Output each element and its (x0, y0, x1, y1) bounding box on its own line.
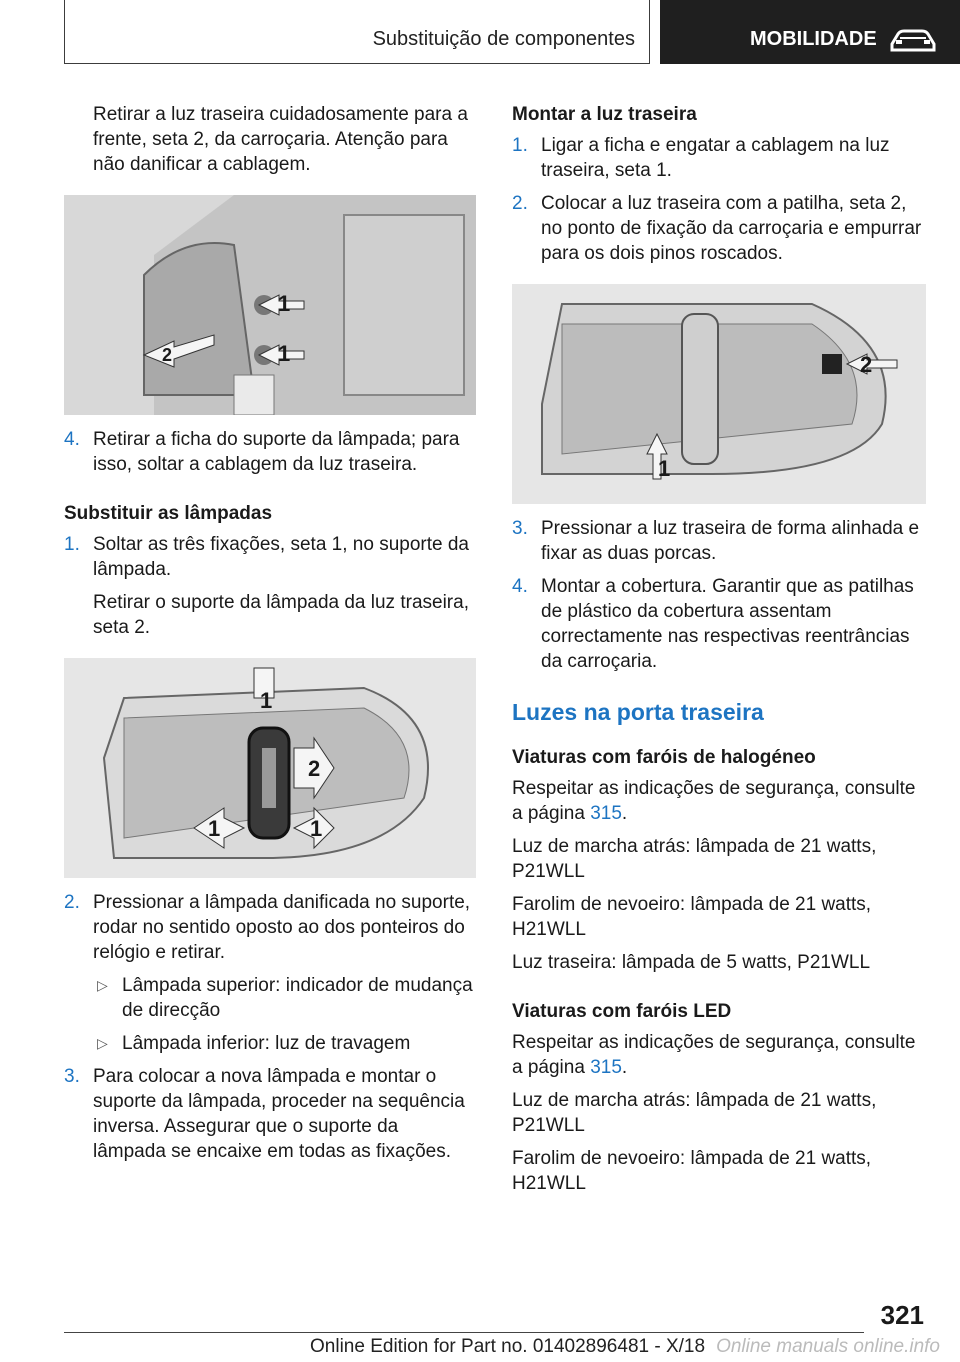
figure-tail-light-removal-drawing (64, 195, 476, 415)
fig1-arrow-label: 2 (162, 345, 173, 365)
footer-divider (64, 1332, 864, 1333)
page-link[interactable]: 315 (590, 1057, 622, 1078)
step-3 (64, 1064, 476, 1164)
fig2-arrow-label: 1 (208, 816, 221, 841)
figure-mount-tail-light (512, 284, 926, 504)
bullet-text: Lâmpada inferior: luz de travagem (122, 1033, 411, 1054)
step-number: 3. (64, 1066, 80, 1087)
safety-reference (512, 776, 926, 826)
subheading-halogen: Viaturas com faróis de halogéneo (512, 747, 816, 768)
safety-reference (512, 1030, 926, 1080)
figure-mount-tail-light-drawing (512, 284, 926, 504)
reference-end: . (621, 1057, 628, 1078)
step-text: Retirar a ficha do suporte da lâmpada; para isso, soltar a cablagem da luz traseira. (93, 429, 460, 475)
step-number: 4. (512, 576, 528, 597)
reference-end: . (621, 803, 628, 824)
header-chapter-title: MOBILIDADE (750, 28, 877, 50)
triangle-bullet-icon: ▷ (97, 977, 108, 993)
fig1-arrow-label: 1 (278, 341, 291, 366)
bulb-spec: Luz de marcha atrás: lâmpada de 21 watts, P21WLL (512, 836, 877, 882)
bulb-spec: Luz traseira: lâmpada de 5 watts, P21WLL (512, 952, 871, 973)
step-number: 2. (512, 193, 528, 214)
page-number: 321 (880, 1300, 924, 1330)
right-column (512, 102, 926, 1196)
fig3-arrow-label: 1 (658, 456, 671, 481)
header-section-box (64, 0, 650, 64)
step-4 (512, 574, 926, 674)
section-title-tailgate-lights: Luzes na porta traseira (512, 699, 764, 725)
step-text: Pressionar a luz traseira de forma alinhada e fixar as duas porcas. (541, 518, 920, 564)
header-section-title: Substituição de componentes (372, 28, 635, 50)
step-number: 1. (512, 135, 528, 156)
fig2-arrow-label: 1 (260, 688, 273, 713)
step-4 (64, 427, 476, 477)
reference-text: Respeitar as indicações de segurança, consulte a página (512, 1032, 916, 1078)
footer-edition: Online Edition for Part no. 01402896481 - X/18 (310, 1336, 706, 1357)
step-text: Soltar as três fixações, seta 1, no suporte da lâmpada. (93, 534, 469, 580)
fig3-arrow-label: 2 (860, 352, 873, 377)
step-text: Pressionar a lâmpada danificada no suporte, rodar no sentido oposto ao dos ponteiros do relógio e retirar. (93, 892, 471, 963)
step-text: Ligar a ficha e engatar a cablagem na luz traseira, seta 1. (541, 135, 890, 181)
reference-text: Respeitar as indicações de segurança, consulte a página (512, 778, 916, 824)
step-number: 3. (512, 518, 528, 539)
fig2-arrow-label: 2 (308, 756, 321, 781)
subheading-replace-bulbs: Substituir as lâmpadas (64, 503, 273, 524)
step-text: Colocar a luz traseira com a patilha, seta 2, no ponto de fixação da carroçaria e empurrar para os dois pinos roscados. (541, 193, 922, 264)
intro-text: Retirar a luz traseira cuidadosamente para a frente, seta 2, da carroçaria. Atenção para não danificar a cablagem. (93, 104, 468, 175)
fig2-arrow-label: 1 (310, 816, 323, 841)
step-3 (512, 516, 926, 566)
car-icon (888, 28, 938, 54)
bulb-spec: Farolim de nevoeiro: lâmpada de 21 watts, H21WLL (512, 894, 872, 940)
step-1 (64, 532, 476, 582)
bulb-spec: Luz de marcha atrás: lâmpada de 21 watts, P21WLL (512, 1090, 877, 1136)
bulb-spec: Farolim de nevoeiro: lâmpada de 21 watts, H21WLL (512, 1148, 872, 1194)
figure-tail-light-removal (64, 195, 476, 415)
bullet-item (64, 973, 476, 1023)
fig1-arrow-label: 1 (278, 291, 291, 316)
step-2 (64, 890, 476, 965)
step-1 (512, 133, 926, 183)
header-chapter-box (660, 0, 960, 64)
subheading-mount-tail-light: Montar a luz traseira (512, 104, 697, 125)
left-column (64, 102, 476, 1164)
step-2 (512, 191, 926, 266)
step-number: 4. (64, 429, 80, 450)
bullet-text: Lâmpada superior: indicador de mudança de direcção (122, 975, 473, 1021)
triangle-bullet-icon: ▷ (97, 1035, 108, 1051)
figure-bulb-holder (64, 658, 476, 878)
watermark: Online manuals online.info (716, 1336, 940, 1357)
step-text: Montar a cobertura. Garantir que as patilhas de plástico da cobertura assentam correctamente nas respectivas reentrâncias da carroçaria. (541, 576, 914, 672)
bullet-item (64, 1031, 476, 1056)
page-link[interactable]: 315 (590, 803, 622, 824)
step-number: 2. (64, 892, 80, 913)
step-number: 1. (64, 534, 80, 555)
subheading-led: Viaturas com faróis LED (512, 1001, 732, 1022)
step-text: Para colocar a nova lâmpada e montar o suporte da lâmpada, proceder na sequência inversa. Assegurar que o suporte da lâmpada se encaixe em todas as fixações. (93, 1066, 465, 1162)
step-1-extra: Retirar o suporte da lâmpada da luz traseira, seta 2. (93, 592, 469, 638)
